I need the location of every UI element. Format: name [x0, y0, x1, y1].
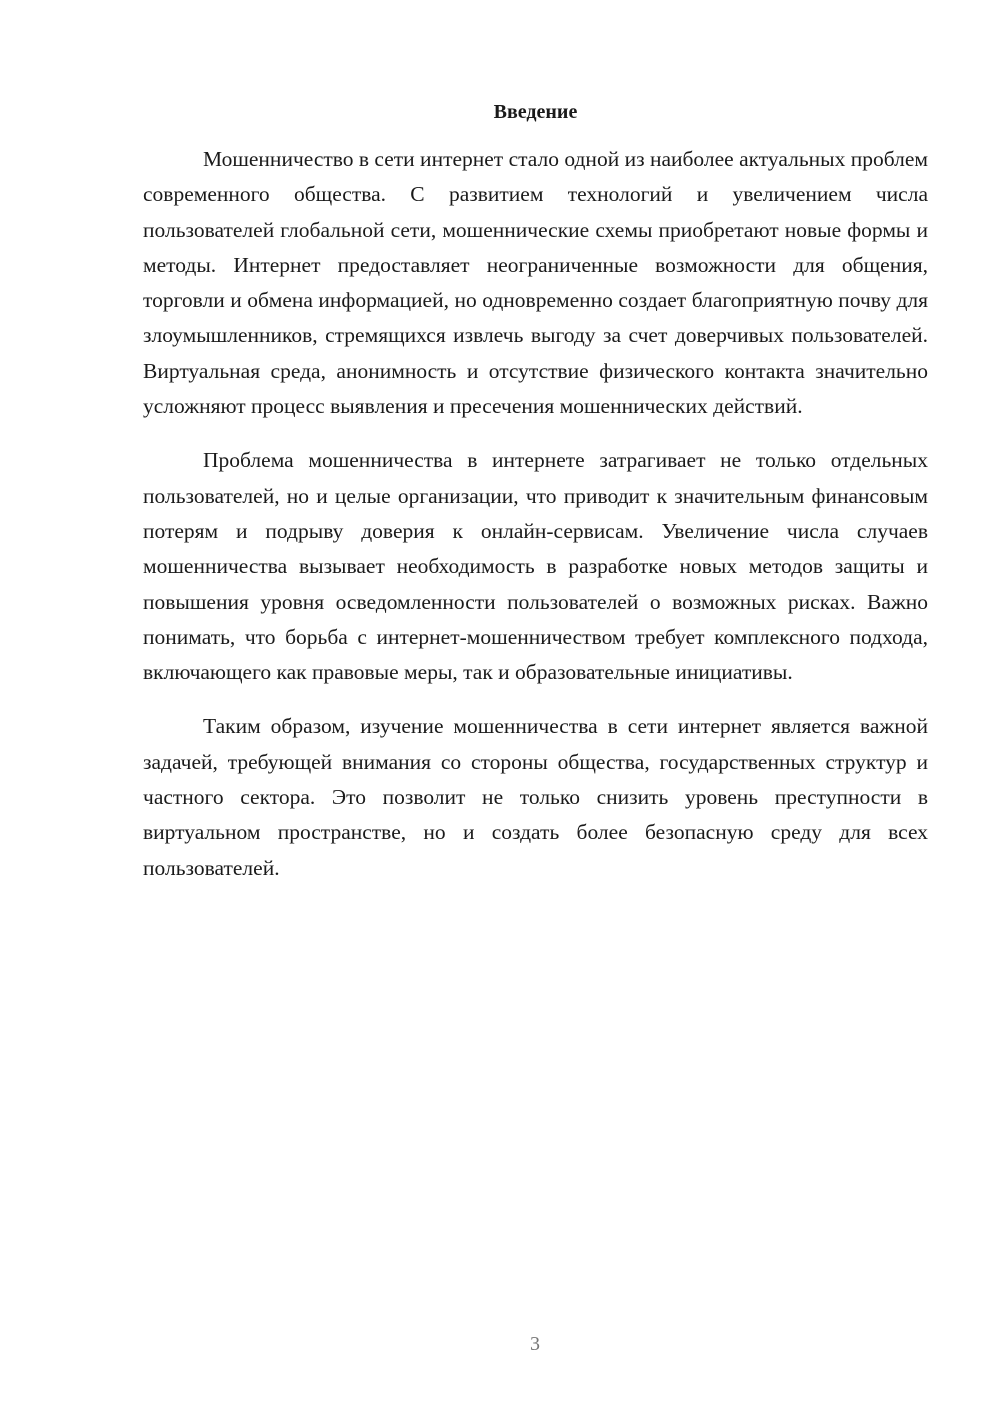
- body-text: [143, 142, 928, 905]
- section-heading: Введение: [493, 101, 578, 123]
- paragraph-1: Мошенничество в сети интернет стало одной из наиболее актуальных проблем современного общества. С развитием технологий и увеличением числа пользователей глобальной сети, мошеннические схемы приобретают новые формы и методы. Интернет предоставляет неограниченные возможности для общения, торговли и обмена информацией, но одновременно создает благоприятную почву для злоумышленников, стремящихся извлечь выгоду за счет доверчивых пользователей. Виртуальная среда, анонимность и отсутствие физического контакта значительно усложняют процесс выявления и пресечения мошеннических действий.: [143, 147, 929, 419]
- paragraph-3: Таким образом, изучение мошенничества в сети интернет является важной задачей, требующей внимания со стороны общества, государственных структур и частного сектора. Это позволит не только снизить уровень преступности в виртуальном пространстве, но и создать более безопасную среду для всех пользователей.: [143, 714, 928, 880]
- page-number: 3: [530, 1333, 540, 1355]
- paragraph-2: Проблема мошенничества в интернете затрагивает не только отдельных пользователей, но и целые организации, что приводит к значительным финансовым потерям и подрыву доверия к онлайн-сервисам. Увеличение числа случаев мошенничества вызывает необходимость в разработке новых методов защиты и повышения уровня осведомленности пользователей о возможных рисках. Важно понимать, что борьба с интернет-мошенничеством требует комплексного подхода, включающего как правовые меры, так и образовательные инициативы.: [143, 448, 928, 685]
